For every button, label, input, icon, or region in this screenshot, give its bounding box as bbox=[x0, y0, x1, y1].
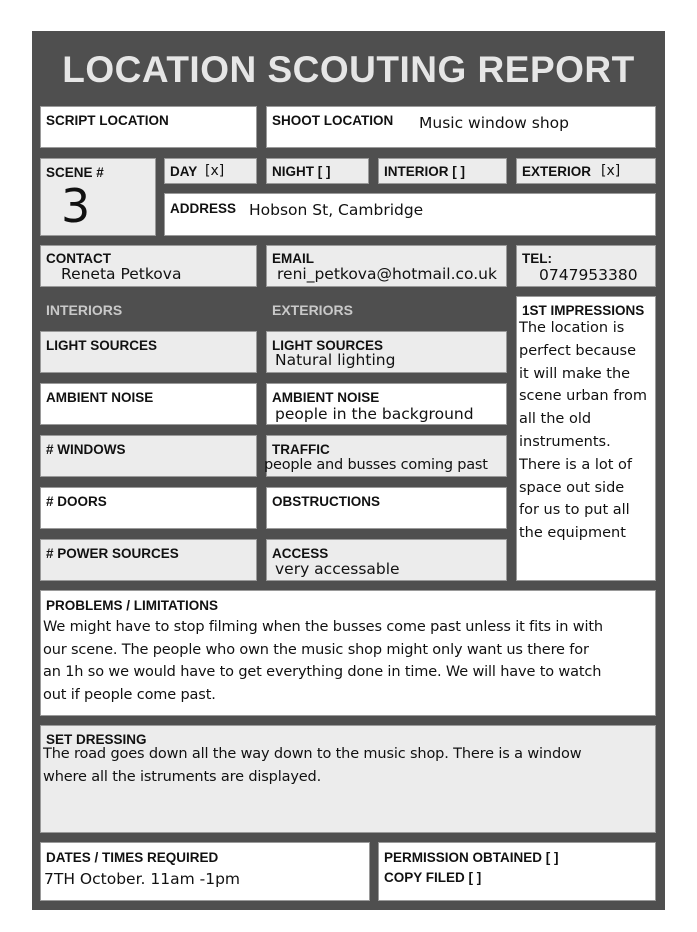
set-dressing-field[interactable] bbox=[40, 725, 656, 833]
access-field[interactable] bbox=[266, 539, 507, 581]
set-dressing-text bbox=[43, 743, 655, 788]
shoot-location-value: Music window shop bbox=[419, 114, 569, 132]
script-location-label: SCRIPT LOCATION bbox=[46, 113, 169, 128]
traffic-value: people and busses coming past bbox=[264, 457, 488, 473]
permission-label[interactable]: PERMISSION OBTAINED [ ] bbox=[384, 850, 559, 865]
text-line: where all the istruments are displayed. bbox=[43, 768, 322, 785]
text-line: space out side bbox=[519, 479, 625, 496]
scene-label: SCENE # bbox=[46, 165, 104, 180]
contact-field[interactable] bbox=[40, 245, 257, 287]
interior-field[interactable] bbox=[378, 158, 507, 184]
first-impressions-text bbox=[519, 317, 657, 545]
text-line: There is a lot of bbox=[519, 456, 632, 473]
exteriors-heading: EXTERIORS bbox=[272, 302, 353, 318]
exterior-light-sources-label: LIGHT SOURCES bbox=[272, 338, 384, 353]
text-line: The location is bbox=[519, 320, 625, 336]
interior-ambient-noise-field[interactable] bbox=[40, 383, 257, 425]
night-label: NIGHT [ ] bbox=[272, 164, 331, 179]
access-value: very accessable bbox=[275, 560, 400, 578]
dates-field[interactable] bbox=[40, 842, 370, 901]
dates-label: DATES / TIMES REQUIRED bbox=[46, 850, 219, 865]
text-line: for us to put all bbox=[519, 502, 630, 519]
first-impressions-label: 1ST IMPRESSIONS bbox=[522, 303, 645, 318]
exterior-ambient-noise-label: AMBIENT NOISE bbox=[272, 390, 380, 405]
problems-label: PROBLEMS / LIMITATIONS bbox=[46, 598, 218, 613]
address-label: ADDRESS bbox=[170, 201, 237, 216]
traffic-field[interactable] bbox=[266, 435, 507, 477]
exterior-checkbox[interactable]: [x] bbox=[601, 163, 621, 179]
text-line: an 1h so we would have to get everything done in time. We will have to watch bbox=[43, 664, 602, 680]
copy-filed-label[interactable]: COPY FILED [ ] bbox=[384, 870, 482, 885]
set-dressing-label: SET DRESSING bbox=[46, 732, 147, 747]
power-sources-field[interactable] bbox=[40, 539, 257, 581]
address-value: Hobson St, Cambridge bbox=[249, 201, 424, 219]
text-line: instruments. bbox=[519, 433, 611, 450]
text-line: the equipment bbox=[519, 525, 626, 542]
exterior-ambient-noise-value: people in the background bbox=[275, 405, 474, 423]
exterior-ambient-noise-field[interactable] bbox=[266, 383, 507, 425]
interiors-heading: INTERIORS bbox=[46, 302, 123, 318]
interior-light-sources-field[interactable] bbox=[40, 331, 257, 373]
exterior-label: EXTERIOR bbox=[522, 164, 592, 179]
dates-value: 7TH October. 11am -1pm bbox=[44, 870, 241, 888]
tel-field[interactable] bbox=[516, 245, 656, 287]
shoot-location-label: SHOOT LOCATION bbox=[272, 113, 394, 128]
doors-field[interactable] bbox=[40, 487, 257, 529]
day-field[interactable] bbox=[164, 158, 257, 184]
interior-light-sources-label: LIGHT SOURCES bbox=[46, 338, 158, 353]
windows-label: # WINDOWS bbox=[46, 442, 126, 457]
problems-field[interactable] bbox=[40, 590, 656, 716]
day-checkbox[interactable]: [x] bbox=[205, 163, 225, 179]
obstructions-label: OBSTRUCTIONS bbox=[272, 494, 380, 509]
contact-value: Reneta Petkova bbox=[61, 265, 182, 283]
text-line: The road goes down all the way down to the music shop. There is a window bbox=[43, 746, 582, 762]
exterior-light-sources-value: Natural lighting bbox=[275, 351, 396, 369]
email-value: reni_petkova@hotmail.co.uk bbox=[277, 265, 497, 283]
text-line: out if people come past. bbox=[43, 686, 216, 703]
power-sources-label: # POWER SOURCES bbox=[46, 546, 179, 561]
report-title: LOCATION SCOUTING REPORT bbox=[62, 49, 635, 90]
night-field[interactable] bbox=[266, 158, 369, 184]
text-line: scene urban from bbox=[519, 388, 647, 405]
text-line: our scene. The people who own the music shop might only want us there for bbox=[43, 641, 589, 658]
text-line: all the old bbox=[519, 411, 592, 428]
traffic-label: TRAFFIC bbox=[272, 442, 330, 457]
exterior-field[interactable] bbox=[516, 158, 656, 184]
interior-label: INTERIOR [ ] bbox=[384, 164, 465, 179]
email-label: EMAIL bbox=[272, 251, 314, 266]
obstructions-field[interactable] bbox=[266, 487, 507, 529]
contact-label: CONTACT bbox=[46, 251, 111, 266]
windows-field[interactable] bbox=[40, 435, 257, 477]
address-field[interactable] bbox=[164, 193, 656, 236]
scene-field[interactable] bbox=[40, 158, 156, 236]
access-label: ACCESS bbox=[272, 546, 329, 561]
day-label: DAY bbox=[170, 164, 198, 179]
doors-label: # DOORS bbox=[46, 494, 107, 509]
permission-field[interactable] bbox=[378, 842, 656, 901]
exterior-light-sources-field[interactable] bbox=[266, 331, 507, 373]
scene-value: 3 bbox=[61, 179, 91, 233]
tel-value: 0747953380 bbox=[539, 266, 638, 284]
script-location-field[interactable] bbox=[40, 106, 257, 148]
interior-ambient-noise-label: AMBIENT NOISE bbox=[46, 390, 154, 405]
tel-label: TEL: bbox=[522, 251, 552, 266]
shoot-location-field[interactable] bbox=[266, 106, 656, 148]
problems-text bbox=[43, 616, 655, 706]
first-impressions-field[interactable] bbox=[516, 296, 656, 581]
text-line: perfect because bbox=[519, 342, 637, 359]
email-field[interactable] bbox=[266, 245, 507, 287]
text-line: We might have to stop filming when the busses come past unless it fits in with bbox=[43, 619, 603, 635]
text-line: it will make the bbox=[519, 365, 631, 382]
